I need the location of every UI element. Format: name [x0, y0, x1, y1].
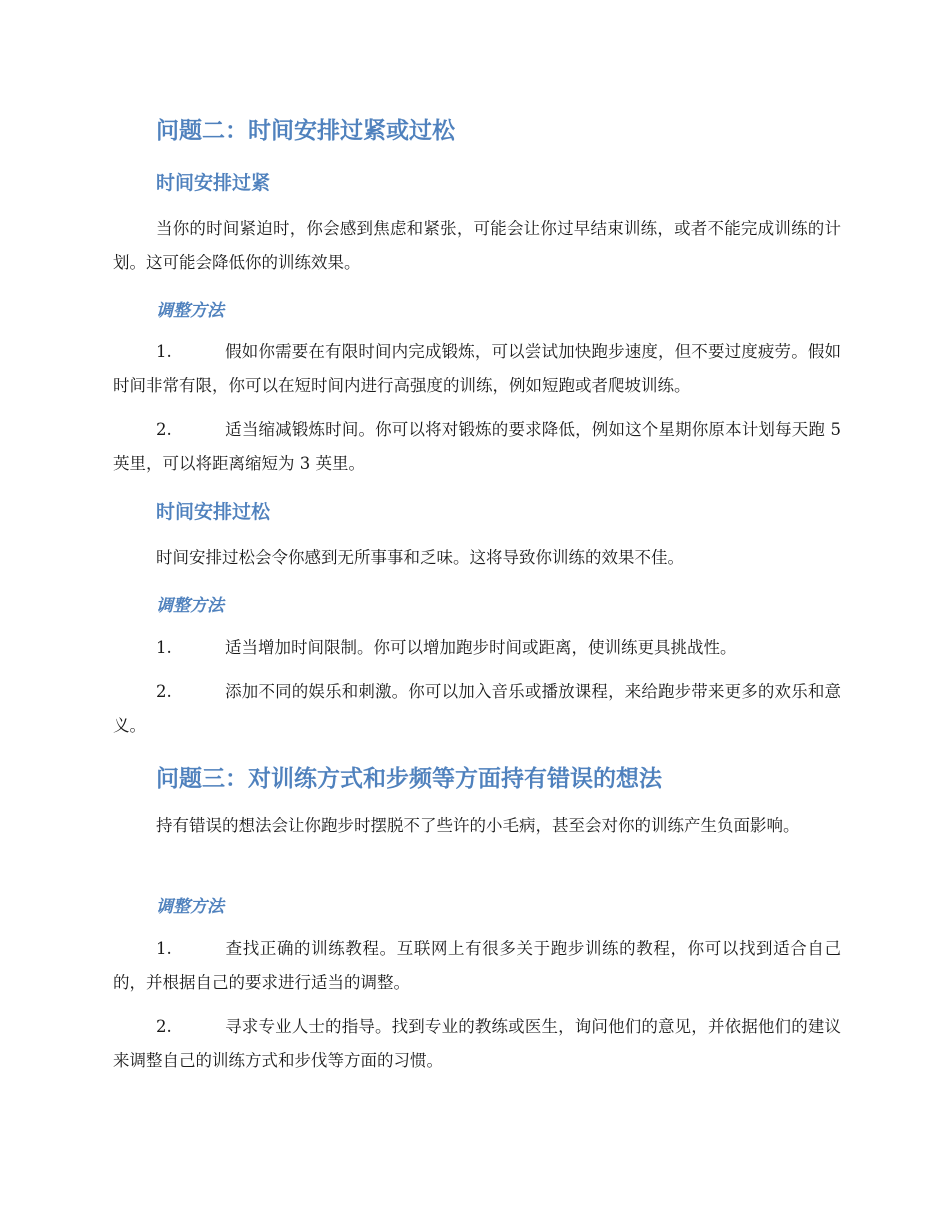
list-item-number: 1. — [156, 638, 172, 657]
section-heading-problem-2: 问题二：时间安排过紧或过松 — [156, 118, 455, 144]
paragraph-too-tight: 当你的时间紧迫时，你会感到焦虑和紧张，可能会让你过早结束训练，或者不能完成训练的计划。这可能会降低你的训练效果。 — [113, 219, 841, 272]
list-item — [113, 335, 841, 403]
list-item-text: 适当增加时间限制。你可以增加跑步时间或距离，使训练更具挑战性。 — [225, 638, 737, 657]
method-label-problem-3: 调整方法 — [156, 897, 224, 917]
list-item — [113, 675, 841, 743]
subsection-heading-too-loose: 时间安排过松 — [156, 501, 271, 523]
list-item-number: 2. — [156, 1017, 172, 1036]
list-item-number: 2. — [156, 420, 172, 439]
list-item — [113, 413, 841, 481]
list-item — [113, 631, 841, 665]
method-label-too-loose: 调整方法 — [156, 596, 224, 616]
method-label-too-tight: 调整方法 — [156, 301, 224, 321]
subsection-heading-too-tight: 时间安排过紧 — [156, 172, 271, 194]
list-item-text: 寻求专业人士的指导。找到专业的教练或医生，询问他们的意见，并依据他们的建议来调整自己的训练方式和步伐等方面的习惯。 — [113, 1017, 841, 1070]
list-item-number: 1. — [156, 939, 172, 958]
list-item-number: 2. — [156, 682, 172, 701]
list-item-text: 查找正确的训练教程。互联网上有很多关于跑步训练的教程，你可以找到适合自己的，并根据自己的要求进行适当的调整。 — [113, 939, 841, 992]
paragraph-problem-3: 持有错误的想法会让你跑步时摆脱不了些许的小毛病，甚至会对你的训练产生负面影响。 — [156, 816, 800, 835]
list-item — [113, 932, 841, 1000]
list-item-text: 添加不同的娱乐和刺激。你可以加入音乐或播放课程，来给跑步带来更多的欢乐和意义。 — [113, 682, 841, 735]
list-item-number: 1. — [156, 342, 172, 361]
section-heading-problem-3: 问题三：对训练方式和步频等方面持有错误的想法 — [156, 766, 662, 792]
list-item-text: 适当缩减锻炼时间。你可以将对锻炼的要求降低，例如这个星期你原本计划每天跑 5 英里，可以将距离缩短为 3 英里。 — [113, 420, 841, 473]
list-item-text: 假如你需要在有限时间内完成锻炼，可以尝试加快跑步速度，但不要过度疲劳。假如时间非常有限，你可以在短时间内进行高强度的训练，例如短跑或者爬坡训练。 — [113, 342, 841, 395]
paragraph-too-loose: 时间安排过松会令你感到无所事事和乏味。这将导致你训练的效果不佳。 — [156, 548, 684, 567]
list-item — [113, 1010, 841, 1078]
